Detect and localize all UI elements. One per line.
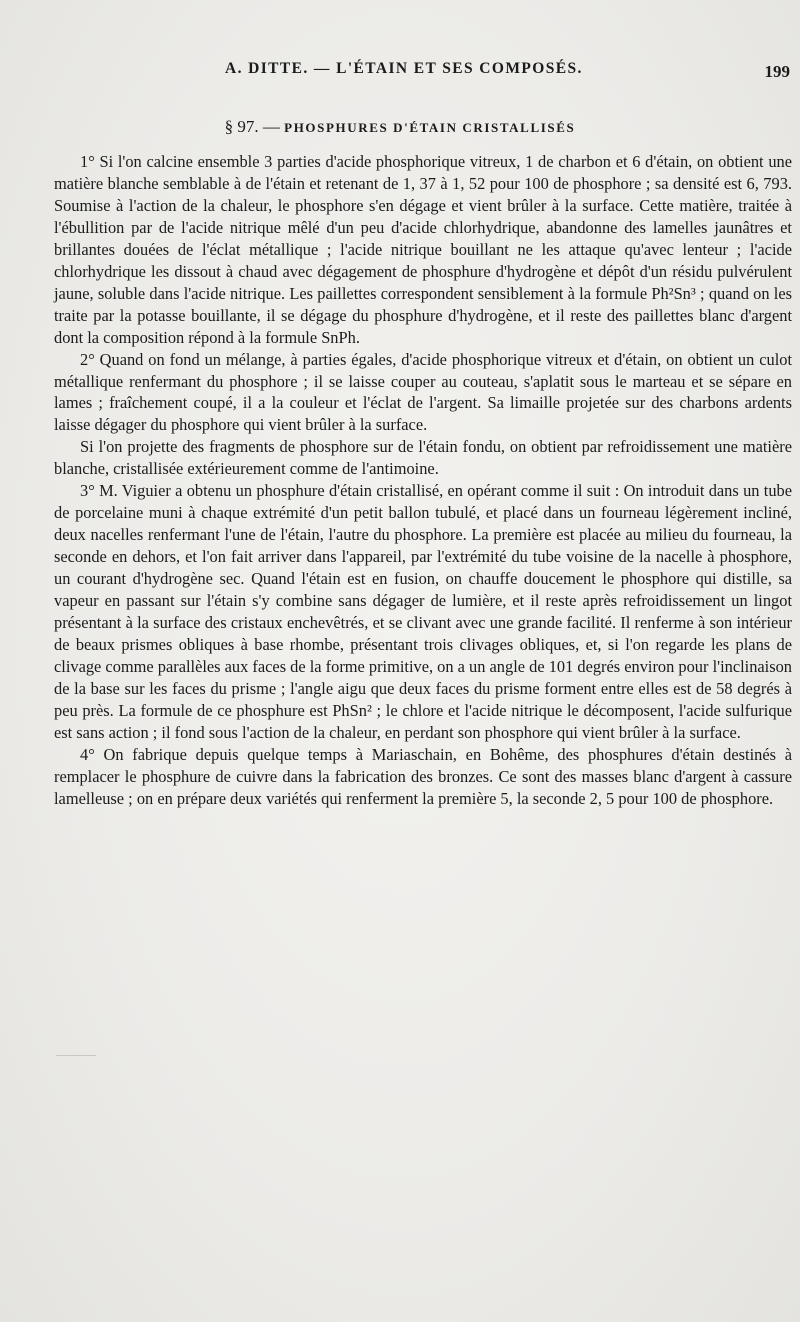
- page-number: 199: [764, 62, 790, 81]
- section-mark: § 97. —: [224, 117, 280, 136]
- paragraph-5: 4° On fabrique depuis quelque temps à Mariaschain, en Bohême, des phosphures d'étain destinés à remplacer le phosphure de cuivre dans la fabrication des bronzes. Ce sont des masses blanc d'argent à cassure lamelleuse ; on en prépare deux variétés qui renferment la première 5, la seconde 2, 5 pour 100 de phosphore.: [54, 744, 792, 808]
- paragraph-3: Si l'on projette des fragments de phosphore sur de l'étain fondu, on obtient par refroidissement une matière blanche, cristallisée extérieurement comme de l'antimoine.: [54, 437, 792, 479]
- running-title: A. DITTE. — L'ÉTAIN ET SES COMPOSÉS.: [225, 60, 583, 77]
- section-heading: [0, 117, 800, 137]
- paragraph-4: 3° M. Viguier a obtenu un phosphure d'étain cristallisé, en opérant comme il suit : On introduit dans un tube de porcelaine muni à chaque extrémité d'un petit ballon tubulé, et placé dans un fourneau légèrement incliné, deux nacelles renfermant l'une de l'étain, l'autre du phosphore. La première est placée au milieu du fourneau, la seconde en dehors, et l'on fait arriver dans l'appareil, par l'extrémité du tube voisine de la nacelle à phosphore, un courant d'hydrogène sec. Quand l'étain est en fusion, on chauffe doucement le phosphore qui distille, sa vapeur en passant sur l'étain s'y combine sans dégager de lumière, et il reste après refroidissement un lingot présentant à la surface des cristaux enchevêtrés, et se clivant avec une grande facilité. Il renferme à son intérieur de beaux prismes obliques à base rhombe, présentant trois clivages obliques, et, si l'on regarde les plans de clivage comme parallèles aux faces de la forme primitive, on a un angle de 101 degrés environ pour l'inclinaison de la base sur les faces du prisme ; l'angle aigu que deux faces du prisme forment entre elles est de 58 degrés à peu près. La formule de ce phosphure est PhSn² ; le chlore et l'acide nitrique le décomposent, l'acide sulfurique est sans action ; il fond sous l'action de la chaleur, en perdant son phosphore qui vient brûler à la surface.: [54, 481, 792, 742]
- page-header: [110, 60, 790, 86]
- paragraph-1: 1° Si l'on calcine ensemble 3 parties d'acide phosphorique vitreux, 1 de charbon et 6 d'étain, on obtient une matière blanche semblable à de l'étain et retenant de 1, 37 à 1, 52 pour 100 de phosphore ; sa densité est 6, 793. Soumise à l'action de la chaleur, le phosphore s'en dégage et vient brûler à la surface. Cette matière, traitée à l'ébullition par de l'acide nitrique mêlé d'un peu d'acide chlorhydrique, abandonne des lamelles jaunâtres et brillantes douées de l'éclat métallique ; l'acide nitrique bouillant ne les attaque qu'avec lenteur ; l'acide chlorhydrique les dissout à chaud avec dégagement de phosphure d'hydrogène et dépôt d'un résidu pulvérulent jaune, soluble dans l'acide nitrique. Les paillettes correspondent sensiblement à la formule Ph²Sn³ ; quand on les traite par la potasse bouillante, il se dégage du phosphure d'hydrogène, et il reste des paillettes blanc d'argent dont la composition répond à la formule SnPh.: [54, 152, 792, 347]
- margin-mark: [56, 1055, 96, 1056]
- paragraph-2: 2° Quand on fond un mélange, à parties égales, d'acide phosphorique vitreux et d'étain, on obtient un culot métallique renfermant du phosphore ; il se laisse couper au couteau, s'aplatit sous le marteau et se sépare en lames ; fraîchement coupé, il a la couleur et l'éclat de l'argent. Sa limaille projetée sur des charbons ardents laisse dégager du phosphore qui vient brûler à la surface.: [54, 349, 792, 435]
- body-text: [54, 151, 792, 810]
- section-title: PHOSPHURES D'ÉTAIN CRISTALLISÉS: [284, 120, 576, 135]
